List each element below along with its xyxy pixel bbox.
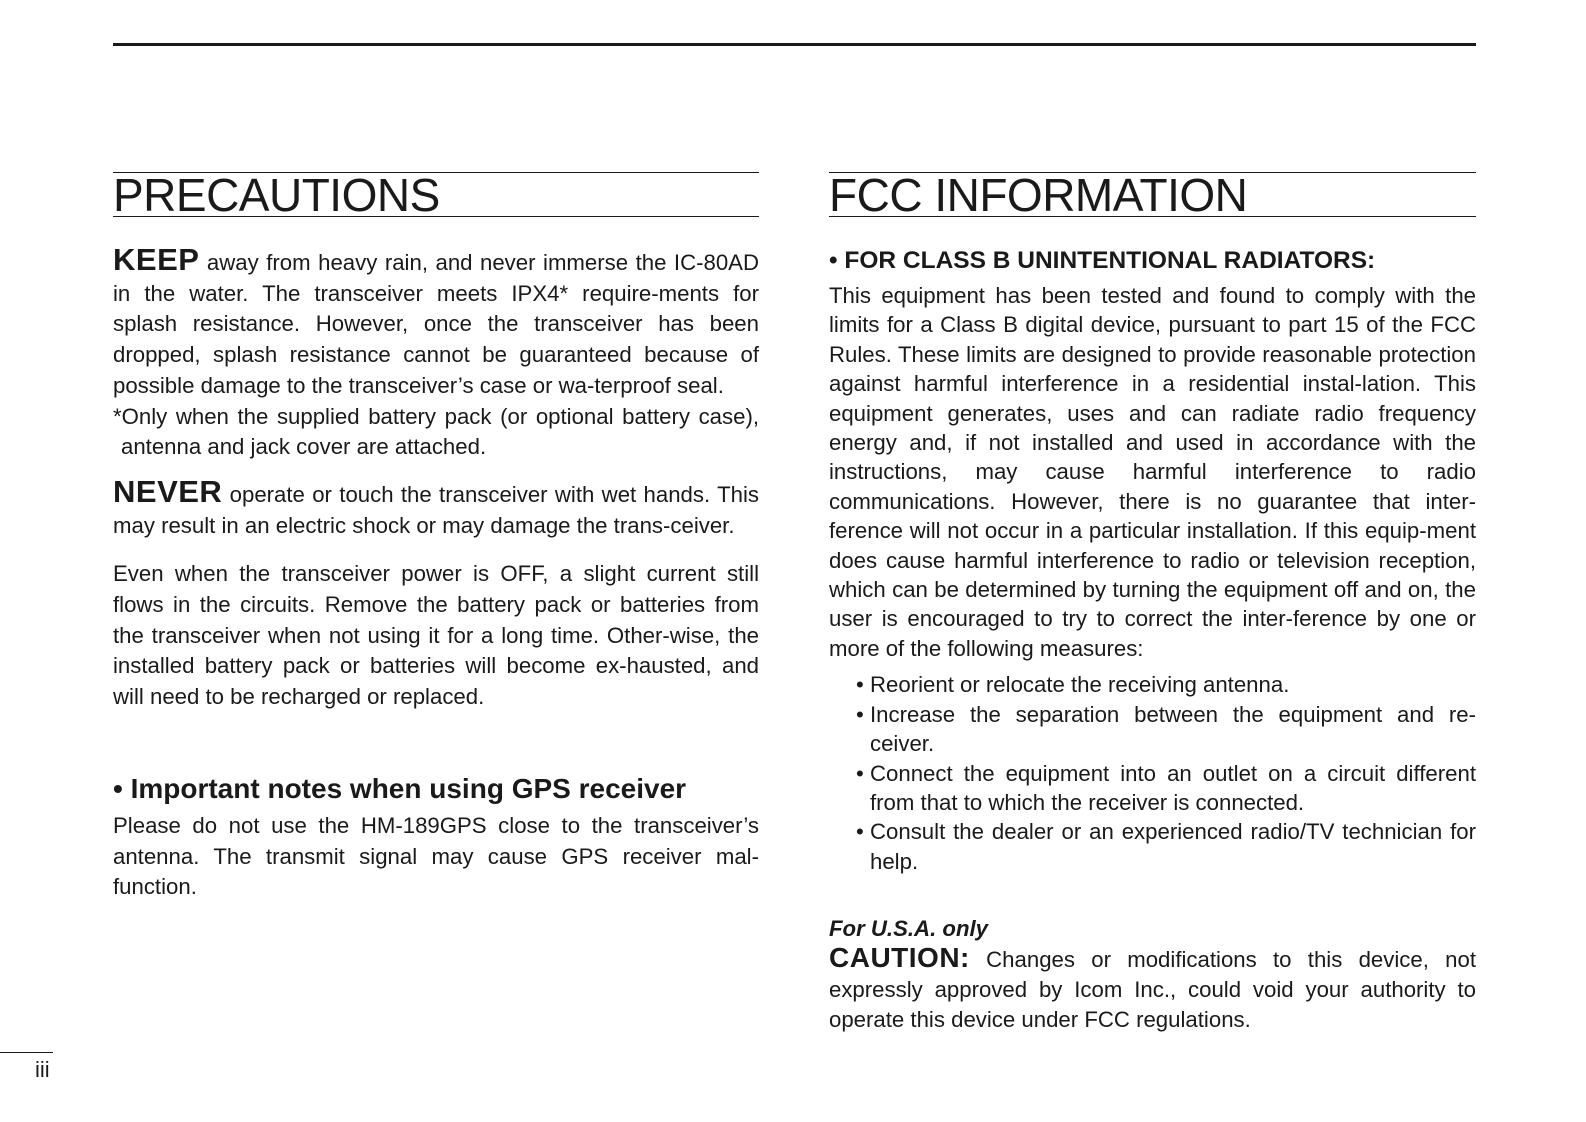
measure-text: Connect the equipment into an outlet on a circuit different from that to which the receiver is connected. bbox=[870, 760, 1476, 815]
class-b-paragraph: This equipment has been tested and found to comply with the limits for a Class B digital device, pursuant to part 15 of the FCC Rules. These limits are designed to provide reasonable protection against harmful interference in a residential instal-lation. This equipment generates, uses and can radiate radio frequency energy and, if not installed and used in accordance with the instructions, may cause harmful interference to radio communications. However, there is no guarantee that inter-ference will not occur in a particular installation. If this equip-ment does cause harmful interference to radio or television reception, which can be determined by turning the equipment off and on, the user is encouraged to try to correct the inter-ference by one or more of the following measures: bbox=[829, 283, 1476, 661]
keep-text: away from heavy rain, and never immerse the IC-80AD in the water. The transceiver meets IPX4* require-ments for splash resistance. However, once the transceiver has been dropped, splash resistance cannot be guaranteed because of possible damage to the transceiver’s case or wa-terproof seal. bbox=[113, 250, 759, 398]
power-off-paragraph: Even when the transceiver power is OFF, a slight current still flows in the circuits. Remove the battery pack or batteries from the transceiver when not using it for a long time. Other-wise, the installed battery pack or batteries will become ex-hausted, and will need to be recharged or replaced. bbox=[113, 561, 759, 710]
page-number: iii bbox=[35, 1057, 50, 1082]
never-paragraph bbox=[113, 473, 759, 541]
bullet-dot: • bbox=[856, 819, 864, 845]
caution-paragraph bbox=[829, 943, 1476, 1035]
caution-lead-word: CAUTION: bbox=[829, 942, 970, 974]
ipx4-footnote: *Only when the supplied battery pack (or optional battery case), antenna and jack cover are attached. bbox=[113, 403, 759, 460]
class-b-heading: • FOR CLASS B UNINTENTIONAL RADIATORS: bbox=[829, 247, 1376, 274]
list-item bbox=[829, 670, 1476, 699]
bullet-dot: • bbox=[856, 760, 864, 786]
page-number-rule bbox=[0, 1052, 53, 1053]
never-lead-word: NEVER bbox=[113, 473, 223, 509]
precautions-title: PRECAUTIONS bbox=[113, 172, 759, 217]
header-rule bbox=[113, 43, 1476, 46]
precautions-column bbox=[113, 169, 759, 903]
measures-list bbox=[829, 670, 1476, 876]
usa-only-label: For U.S.A. only bbox=[829, 916, 989, 942]
gps-paragraph: Please do not use the HM-189GPS close to the transceiver’s antenna. The transmit signal may cause GPS receiver mal-function. bbox=[113, 812, 759, 900]
list-item bbox=[829, 700, 1476, 759]
gps-heading: • Important notes when using GPS receiver bbox=[113, 772, 687, 804]
keep-lead-word: KEEP bbox=[113, 242, 200, 277]
list-item bbox=[829, 759, 1476, 818]
fcc-column bbox=[829, 169, 1476, 1035]
bullet-dot: • bbox=[856, 701, 864, 727]
measure-text: Consult the dealer or an experienced radio/TV technician for help. bbox=[870, 819, 1476, 874]
bullet-dot: • bbox=[856, 672, 864, 698]
never-text: operate or touch the transceiver with wet hands. This may result in an electric shock or may damage the trans-ceiver. bbox=[113, 481, 759, 538]
caution-text: Changes or modifications to this device, not expressly approved by Icom Inc., could void your authority to operate this device under FCC regulations. bbox=[829, 947, 1476, 1033]
measure-text: Reorient or relocate the receiving antenna. bbox=[870, 672, 1290, 698]
measure-text: Increase the separation between the equipment and re-ceiver. bbox=[870, 701, 1476, 757]
list-item bbox=[829, 817, 1476, 876]
keep-paragraph bbox=[113, 242, 759, 402]
fcc-title: FCC INFORMATION bbox=[829, 172, 1476, 217]
